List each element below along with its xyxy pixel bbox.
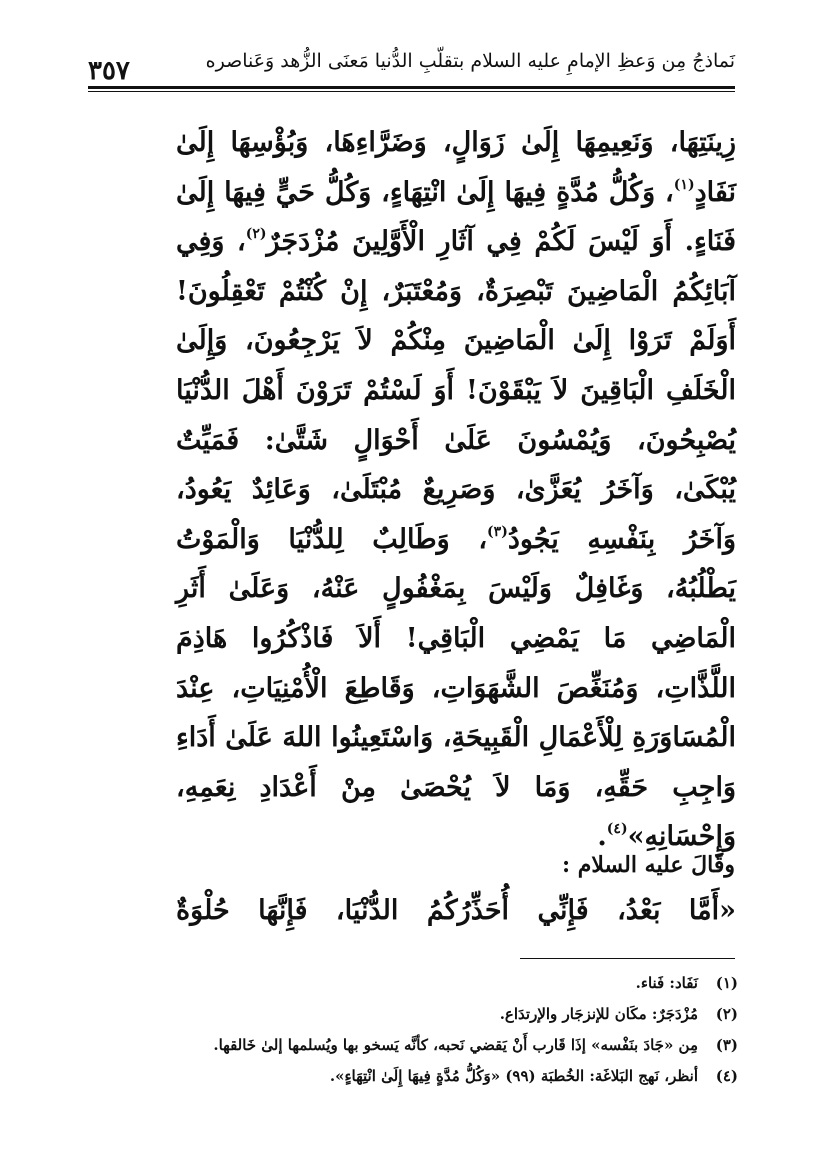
footnote-item — [120, 999, 738, 1030]
footnote-item — [120, 1061, 738, 1092]
text-line-continuation: . — [597, 821, 607, 853]
footnote-text: أنظر، نَهج البَلاغَة: الخُطبَة (٩٩) «وَكُلُّ مُدَّةٍ فِيهَا إِلَىٰ انْتِهَاءٍ». — [329, 1067, 698, 1085]
footnote-number: (٤) — [715, 1067, 738, 1085]
text-line-content: الْخَلَفِ الْبَاقِينَ لاَ يَبْقَوْنَ! أَوَ لَسْتُمْ تَرَوْنَ أَهْلَ الدُّنْيَا — [176, 374, 736, 406]
footnote-marker: (٣) — [487, 523, 508, 540]
text-line-content: يَطْلُبُهُ، وَغَافِلٌ وَلَيْسَ بِمَغْفُولٍ عَنْهُ، وَعَلَىٰ أَثَرِ — [176, 573, 736, 605]
header-rule-thin — [88, 91, 735, 92]
text-line-continuation: ، وَفِي — [176, 226, 246, 258]
text-line-content: أَوَلَمْ تَرَوْا إِلَىٰ الْمَاضِينَ مِنْكُمْ لاَ يَرْجِعُونَ، وَإِلَىٰ — [176, 325, 736, 357]
text-line — [176, 465, 736, 515]
footnote-text: مِن «جَادَ بنَفْسه» إذَا قَارب أَنْ يَقضي نَحبه، كأنَّه يَسخو بها ويُسلمها إلىٰ خَالقها. — [213, 1036, 698, 1054]
text-line — [176, 515, 736, 565]
text-line-continuation: ، وَطَالِبٌ لِلدُّنْيَا وَالْمَوْتُ — [176, 523, 488, 555]
quote-opening-line: «أَمَّا بَعْدُ، فَإِنِّي أُحَذِّرُكُمُ الدُّنْيَا، فَإِنَّهَا حُلْوَةٌ — [176, 895, 736, 926]
text-line-content: وَإِحْسَانِهِ» — [627, 821, 736, 853]
text-line-content: يُصْبِحُونَ، وَيُمْسُونَ عَلَىٰ أَحْوَالٍ شَتَّىٰ: فَمَيِّتٌ — [176, 424, 736, 456]
text-line-content: الْمُسَاوَرَةِ لِلْأَعْمَالِ الْقَبِيحَةِ، وَاسْتَعِينُوا اللهَ عَلَىٰ أَدَاءِ — [176, 722, 736, 754]
footnote-number: (٣) — [715, 1036, 738, 1054]
said-heading: وقَالَ عليه السلام : — [562, 852, 735, 878]
running-title: نَماذجُ مِن وَعظِ الإمامِ عليه السلام بتقلّبِ الدُّنيا مَعنَى الزُّهد وَعَناصره — [205, 50, 735, 72]
footnote-marker: (٤) — [606, 821, 628, 838]
text-line — [176, 168, 736, 218]
footnote-rule — [520, 958, 735, 959]
text-line-content: زِينَتِهَا، وَنَعِيمِهَا إِلَىٰ زَوَالٍ، وَضَرَّاءِهَا، وَبُؤْسِهَا إِلَىٰ — [176, 127, 736, 158]
text-line-content: فَنَاءٍ. أَوَ لَيْسَ لَكُمْ فِي آثَارِ الْأَوَّلِينَ مُزْدَجَرٌ — [266, 226, 736, 258]
text-line-content: وَآخَرُ بِنَفْسِهِ يَجُودُ — [507, 523, 736, 555]
text-line — [176, 713, 736, 763]
footnote-marker: (٢) — [245, 226, 267, 243]
footnote-text: مُزْدَجَرٌ: مكَان للإنزجَار والإرتدَاع. — [499, 1005, 698, 1023]
header-rule — [88, 86, 735, 89]
text-line — [176, 118, 736, 168]
running-header — [88, 40, 735, 86]
text-line-content: وَاجِبِ حَقِّهِ، وَمَا لاَ يُحْصَىٰ مِنْ أَعْدَادِ نِعَمِهِ، — [176, 771, 736, 803]
footnote-number: (١) — [715, 974, 738, 992]
text-line-content: آبَائِكُمُ الْمَاضِينَ تَبْصِرَةٌ، وَمُعْتَبَرٌ، إِنْ كُنْتُمْ تَعْقِلُونَ! — [176, 275, 736, 307]
text-line-content: نَفَادٍ — [694, 176, 736, 208]
text-line — [176, 366, 736, 416]
text-line — [176, 564, 736, 614]
text-line-continuation: ، وَكُلُّ مُدَّةٍ فِيهَا إِلَىٰ انْتِهَاءٍ، وَكُلُّ حَيٍّ فِيهَا إِلَىٰ — [176, 176, 674, 208]
page-number: ٣٥٧ — [88, 56, 130, 86]
text-line — [176, 664, 736, 714]
footnote-item — [120, 1030, 738, 1061]
footnote-number: (٢) — [715, 1005, 738, 1023]
text-line-content: يُبْكَىٰ، وَآخَرُ يُعَزَّىٰ، وَصَرِيعٌ مُبْتَلَىٰ، وَعَائِدٌ يَعُودُ، — [176, 474, 736, 506]
main-text — [176, 118, 736, 862]
footnote-marker: (١) — [673, 176, 695, 193]
text-line — [176, 316, 736, 366]
text-line — [176, 614, 736, 664]
footnote-item — [120, 968, 738, 999]
text-line — [176, 267, 736, 317]
text-line-content: الْمَاضِي مَا يَمْضِي الْبَاقِي! أَلاَ فَاذْكُرُوا هَاذِمَ — [176, 622, 736, 654]
text-line — [176, 763, 736, 813]
text-line-content: اللَّذَّاتِ، وَمُنَغِّصَ الشَّهَوَاتِ، وَقَاطِعَ الْأُمْنِيَاتِ، عِنْدَ — [176, 672, 736, 704]
text-line — [176, 217, 736, 267]
footnote-text: نَفَاد: فَناء. — [635, 974, 698, 992]
text-line — [176, 416, 736, 466]
footnotes — [120, 968, 738, 1092]
